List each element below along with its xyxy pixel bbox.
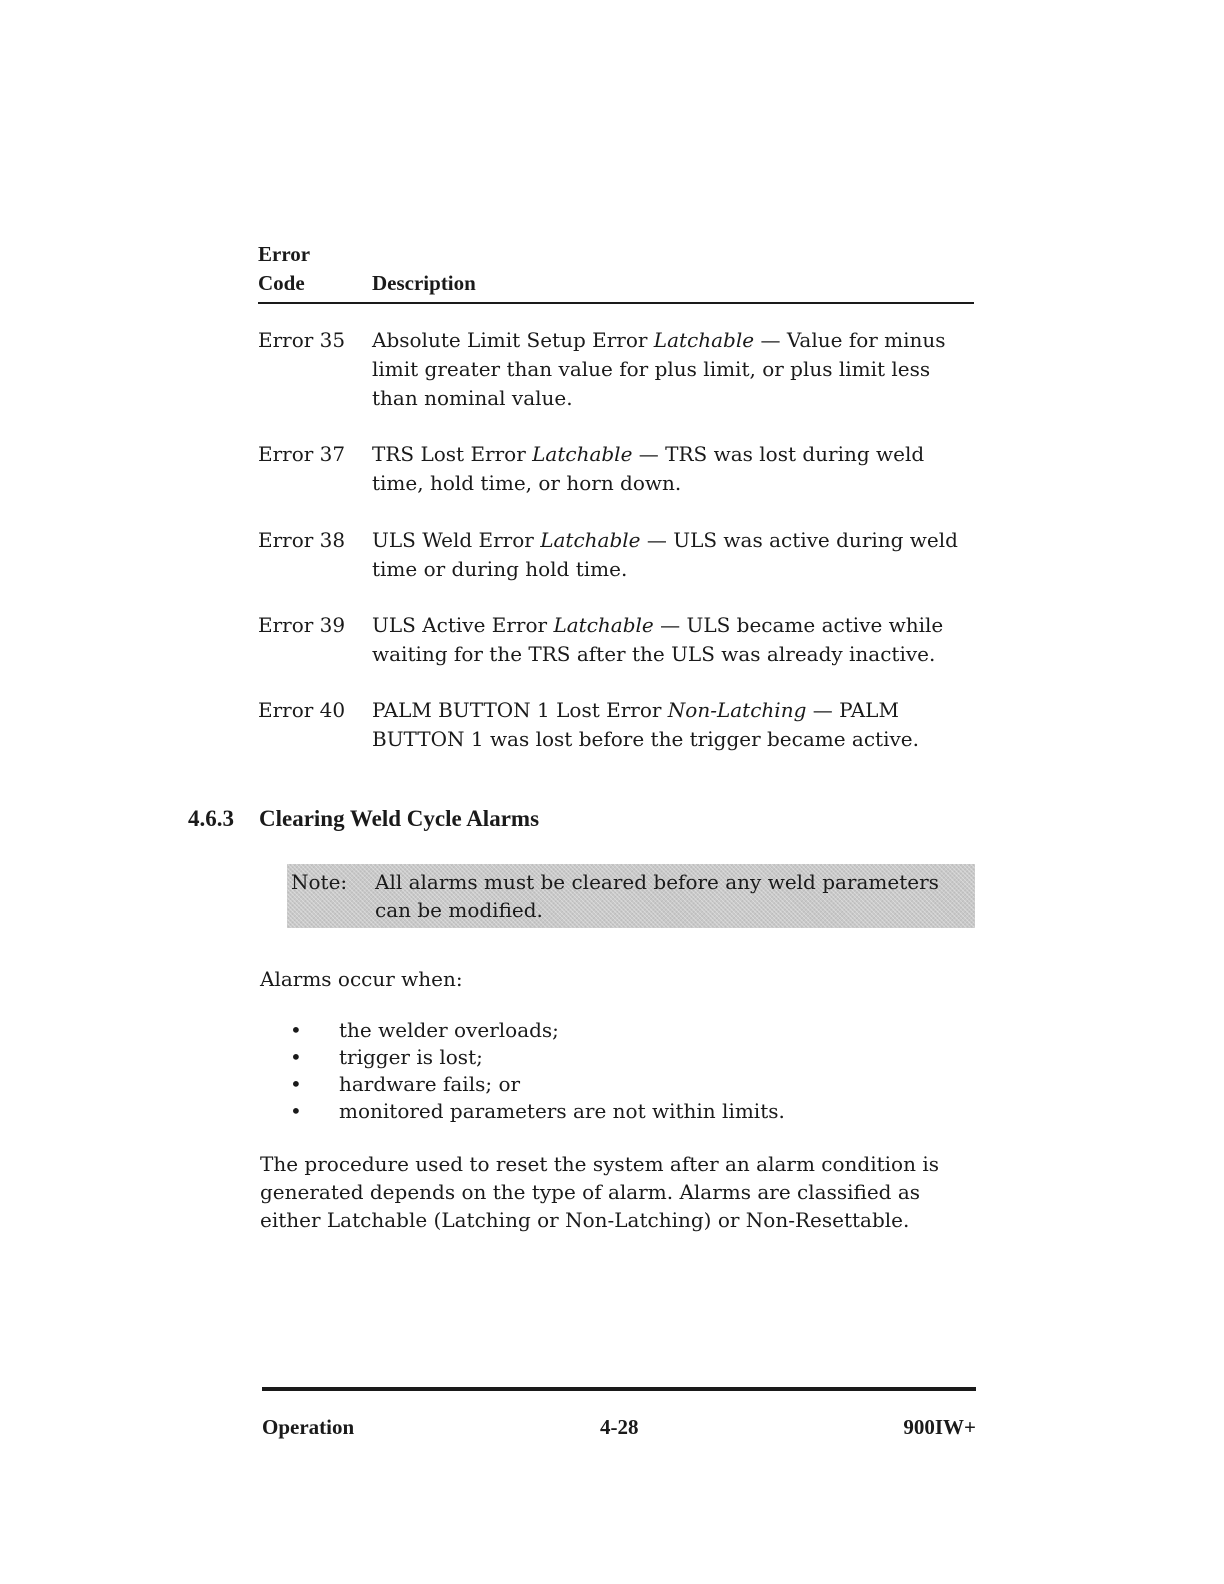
error-description: PALM BUTTON 1 Lost Error Non-Latching — PALM BUTTON 1 was lost before the trigger became active. xyxy=(372,698,919,751)
bullet-icon: • xyxy=(290,1099,302,1123)
list-item-text: hardware fails; or xyxy=(339,1072,521,1096)
note-box xyxy=(287,864,975,928)
bullet-icon: • xyxy=(290,1018,302,1042)
section-number: 4.6.3 xyxy=(188,806,234,831)
error-type: Latchable xyxy=(540,528,641,552)
intro-text: Alarms occur when: xyxy=(260,967,463,991)
section-title: Clearing Weld Cycle Alarms xyxy=(259,806,540,831)
list-item-text: the welder overloads; xyxy=(339,1018,559,1042)
footer-page-number: 4-28 xyxy=(600,1415,639,1439)
column-header-error-code-line2: Code xyxy=(258,271,305,295)
footer-rule xyxy=(262,1387,976,1391)
error-code: Error 40 xyxy=(258,698,346,722)
error-name: PALM BUTTON 1 Lost Error xyxy=(372,698,662,722)
error-text: ULS became active while waiting for the TRS after the ULS was already inactive. xyxy=(372,613,944,666)
column-header-description: Description xyxy=(372,271,476,295)
footer-model-name: 900IW+ xyxy=(903,1415,976,1439)
error-type: Latchable xyxy=(553,613,654,637)
note-label: Note: xyxy=(291,870,348,894)
reset-procedure-paragraph: The procedure used to reset the system after an alarm condition is generated depends on the type of alarm. Alarms are classified as either Latchable (Latching or Non-Latching) or Non-Resettable. xyxy=(260,1152,939,1232)
error-text: TRS was lost during weld time, hold time, or horn down. xyxy=(372,442,925,495)
note-text: All alarms must be cleared before any weld parameters can be modified. xyxy=(375,870,939,922)
error-description: ULS Active Error Latchable — ULS became active while waiting for the TRS after the ULS was already inactive. xyxy=(372,613,944,666)
error-description: ULS Weld Error Latchable — ULS was active during weld time or during hold time. xyxy=(372,528,958,581)
error-code: Error 39 xyxy=(258,613,346,637)
error-name: ULS Weld Error xyxy=(372,528,534,552)
bullet-icon: • xyxy=(290,1045,302,1069)
error-type: Non-Latching xyxy=(667,698,807,722)
error-type: Latchable xyxy=(532,442,633,466)
error-name: Absolute Limit Setup Error xyxy=(372,328,648,352)
error-code: Error 38 xyxy=(258,528,346,552)
error-text: PALM BUTTON 1 was lost before the trigger became active. xyxy=(372,698,919,751)
error-code: Error 35 xyxy=(258,328,346,352)
error-name: TRS Lost Error xyxy=(372,442,526,466)
error-name: ULS Active Error xyxy=(372,613,548,637)
table-header-rule xyxy=(258,302,974,304)
error-description: TRS Lost Error Latchable — TRS was lost during weld time, hold time, or horn down. xyxy=(372,442,925,495)
footer-section-name: Operation xyxy=(262,1415,355,1439)
error-type: Latchable xyxy=(653,328,755,352)
list-item-text: trigger is lost; xyxy=(339,1045,483,1069)
error-code: Error 37 xyxy=(258,442,346,466)
column-header-error-code xyxy=(258,240,310,298)
error-description: Absolute Limit Setup Error Latchable — Value for minus limit greater than value for plus limit, or plus limit less than nominal value. xyxy=(372,328,946,410)
error-text: ULS was active during weld time or during hold time. xyxy=(372,528,958,581)
column-header-error-code-line1: Error xyxy=(258,242,311,266)
error-text: Value for minus limit greater than value for plus limit, or plus limit less than nominal value. xyxy=(372,328,946,410)
list-item-text: monitored parameters are not within limits. xyxy=(339,1099,785,1123)
bullet-icon: • xyxy=(290,1072,302,1096)
